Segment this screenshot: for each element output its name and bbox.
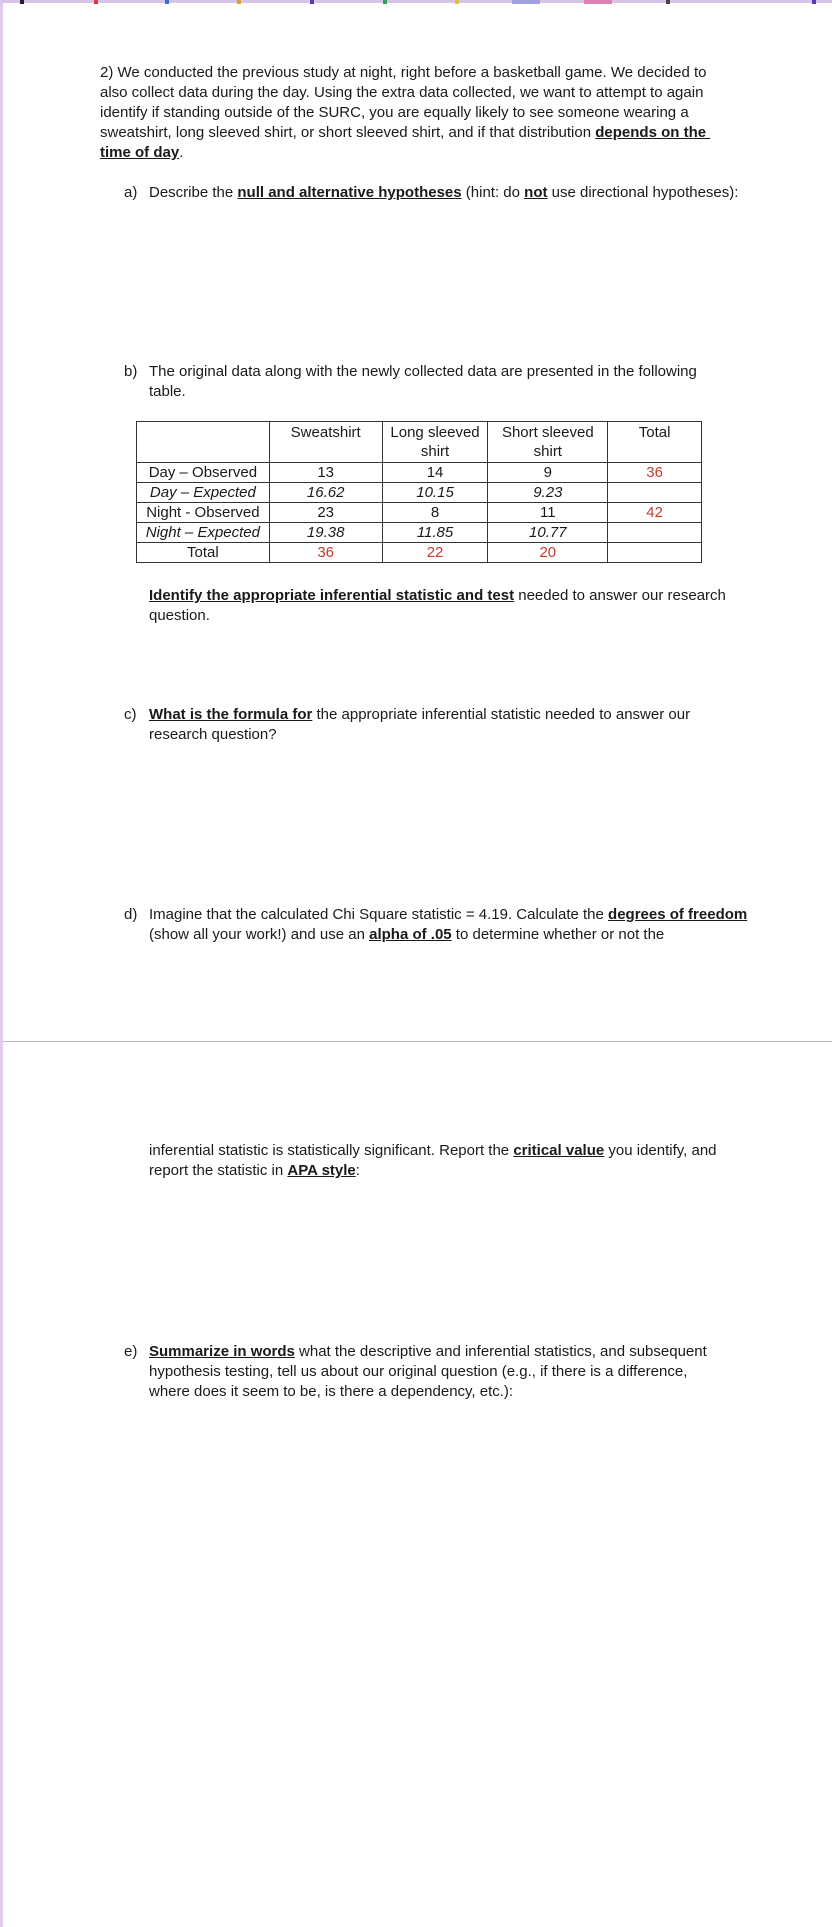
header-line: shirt bbox=[533, 443, 562, 460]
emphasis: APA style bbox=[287, 1162, 356, 1179]
row-label: Day – Expected bbox=[137, 483, 270, 503]
question-d-text: (show all your work!) and use an alpha of .05 to determine whether or not the bbox=[149, 926, 665, 943]
table-header-row bbox=[137, 422, 702, 463]
top-tick bbox=[812, 0, 816, 4]
question-b-followup: Identify the appropriate inferential statistic and test needed to answer our research bbox=[149, 587, 726, 604]
row-label: Night - Observed bbox=[137, 503, 270, 523]
table-cell bbox=[608, 523, 702, 543]
top-tick bbox=[455, 0, 459, 4]
page-break-divider bbox=[3, 1041, 832, 1042]
row-label: Day – Observed bbox=[137, 463, 270, 483]
intro-line: identify if standing outside of the SURC, you are equally likely to see someone wearing a bbox=[100, 104, 689, 121]
table-header-cell bbox=[137, 422, 270, 463]
top-tick bbox=[94, 0, 98, 4]
table-cell-total: 36 bbox=[608, 463, 702, 483]
intro-line: time of day. bbox=[100, 144, 184, 161]
table-cell: 9.23 bbox=[488, 483, 608, 503]
top-tick bbox=[666, 0, 670, 4]
question-b-text: table. bbox=[149, 383, 186, 400]
table-cell: 10.15 bbox=[382, 483, 488, 503]
question-d-label: d) bbox=[124, 906, 138, 923]
table-cell: 10.77 bbox=[488, 523, 608, 543]
question-d-text: Imagine that the calculated Chi Square statistic = 4.19. Calculate the degrees of freedom bbox=[149, 906, 748, 923]
table-cell bbox=[608, 483, 702, 503]
emphasis: Identify the appropriate inferential statistic and test bbox=[149, 587, 515, 604]
data-table bbox=[136, 421, 702, 563]
intro-line: also collect data during the day. Using the extra data collected, we want to attempt to again bbox=[100, 84, 704, 101]
emphasis: critical value bbox=[513, 1142, 605, 1159]
intro-line: sweatshirt, long sleeved shirt, or short sleeved shirt, and if that distribution depends on the bbox=[100, 124, 711, 141]
emphasis: null and alternative hypotheses bbox=[237, 184, 462, 201]
question-e-text: Summarize in words what the descriptive and inferential statistics, and subsequent bbox=[149, 1343, 707, 1360]
table-row bbox=[137, 543, 702, 563]
table-cell: 11.85 bbox=[382, 523, 488, 543]
question-d-continued: inferential statistic is statistically significant. Report the critical value you identify, and bbox=[149, 1142, 717, 1159]
question-b-followup: question. bbox=[149, 607, 210, 624]
table-cell-total: 22 bbox=[382, 543, 488, 563]
top-tick bbox=[584, 0, 612, 4]
page-left-rail bbox=[0, 0, 3, 1927]
table-cell: 8 bbox=[382, 503, 488, 523]
top-tick bbox=[20, 0, 24, 4]
table-cell: 16.62 bbox=[269, 483, 382, 503]
table-cell-total: 36 bbox=[269, 543, 382, 563]
question-e-label: e) bbox=[124, 1343, 138, 1360]
question-e-text: where does it seem to be, is there a dependency, etc.): bbox=[149, 1383, 514, 1400]
question-c-text: research question? bbox=[149, 726, 277, 743]
table-cell bbox=[608, 543, 702, 563]
emphasis: alpha of .05 bbox=[369, 926, 452, 943]
table-row bbox=[137, 463, 702, 483]
table-row bbox=[137, 503, 702, 523]
emphasis: What is the formula for bbox=[149, 706, 313, 723]
table-cell: 14 bbox=[382, 463, 488, 483]
emphasis: not bbox=[524, 184, 548, 201]
emphasis: time of day bbox=[100, 144, 180, 161]
question-c-text: What is the formula for the appropriate inferential statistic needed to answer our bbox=[149, 706, 691, 723]
emphasis: depends on the bbox=[595, 124, 711, 141]
table-row bbox=[137, 523, 702, 543]
question-a-text: Describe the null and alternative hypotheses (hint: do not use directional hypotheses): bbox=[149, 184, 739, 201]
header-line: shirt bbox=[420, 443, 450, 460]
header-line: Short sleeved bbox=[501, 424, 594, 441]
emphasis: degrees of freedom bbox=[608, 906, 748, 923]
table-cell-total: 20 bbox=[488, 543, 608, 563]
top-tick bbox=[165, 0, 169, 4]
table-header-cell: Sweatshirt bbox=[269, 422, 382, 463]
page-top-strip bbox=[0, 0, 832, 3]
row-label: Total bbox=[137, 543, 270, 563]
table-cell: 13 bbox=[269, 463, 382, 483]
table-cell-total: 42 bbox=[608, 503, 702, 523]
top-tick bbox=[237, 0, 241, 4]
table-header-cell bbox=[488, 422, 608, 463]
top-tick bbox=[383, 0, 387, 4]
row-label: Night – Expected bbox=[137, 523, 270, 543]
intro-line: 2) We conducted the previous study at night, right before a basketball game. We decided to bbox=[100, 64, 707, 81]
question-a-label: a) bbox=[124, 184, 138, 201]
top-tick bbox=[310, 0, 314, 4]
table-cell: 11 bbox=[488, 503, 608, 523]
header-line: Long sleeved bbox=[390, 424, 480, 441]
question-e-text: hypothesis testing, tell us about our original question (e.g., if there is a difference, bbox=[149, 1363, 688, 1380]
table-cell: 23 bbox=[269, 503, 382, 523]
top-tick bbox=[512, 0, 540, 4]
question-b-text: The original data along with the newly collected data are presented in the following bbox=[149, 363, 697, 380]
table-header-cell bbox=[382, 422, 488, 463]
question-c-label: c) bbox=[124, 706, 137, 723]
emphasis: Summarize in words bbox=[149, 1343, 295, 1360]
table-row bbox=[137, 483, 702, 503]
question-b-label: b) bbox=[124, 363, 138, 380]
table-cell: 19.38 bbox=[269, 523, 382, 543]
question-d-continued: report the statistic in APA style: bbox=[149, 1162, 360, 1179]
table-header-cell: Total bbox=[608, 422, 702, 463]
table-cell: 9 bbox=[488, 463, 608, 483]
